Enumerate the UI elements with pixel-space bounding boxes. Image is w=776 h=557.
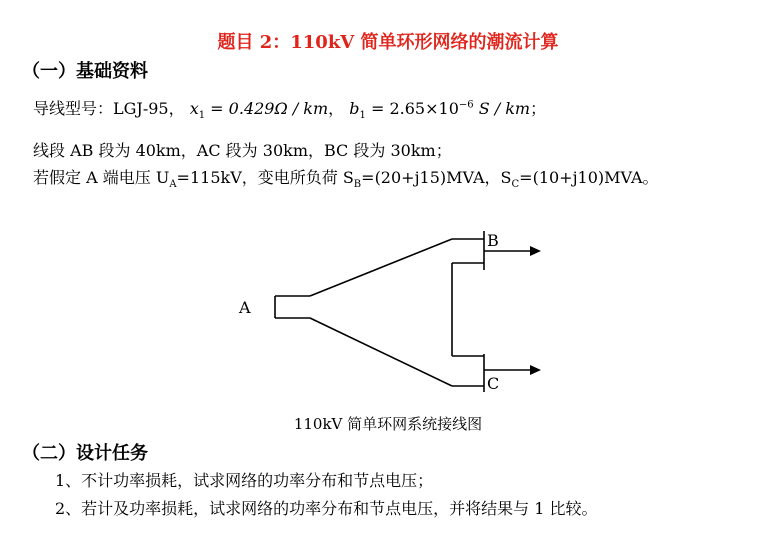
x1-symbol: x xyxy=(189,99,199,118)
node-b-label: B xyxy=(487,231,499,250)
page-title: 题目 2：110kV 简单环形网络的潮流计算 xyxy=(217,32,559,53)
segment-lengths-line: 线段 AB 段为 40km，AC 段为 30km，BC 段为 30km； xyxy=(33,141,452,160)
line-end: ； xyxy=(530,99,547,118)
separator: ， xyxy=(328,99,345,118)
sb-value: =(20+j15)MVA，S xyxy=(361,168,512,187)
load-text: =115kV，变电所负荷 S xyxy=(176,168,354,187)
voltage-text: 若假定 A 端电压 U xyxy=(33,168,170,187)
line-ac xyxy=(310,318,452,386)
b1-subscript: 1 xyxy=(359,110,366,122)
b1-exponent: −6 xyxy=(458,99,474,111)
section-design-task-heading: （二）设计任务 xyxy=(22,443,148,464)
sc-subscript: C xyxy=(511,179,520,191)
sb-subscript: B xyxy=(353,179,362,191)
diagram-caption: 110kV 简单环网系统接线图 xyxy=(293,415,483,433)
section-basic-data-heading: （一）基础资料 xyxy=(22,61,148,82)
node-c-label: C xyxy=(487,374,500,393)
x1-value: = 0.429Ω / km xyxy=(205,99,329,118)
b1-value: = 2.65×10 xyxy=(365,99,459,118)
sc-value: =(10+j10)MVA。 xyxy=(519,168,659,187)
task-item-1: 1、不计功率损耗，试求网络的功率分布和节点电压； xyxy=(55,471,434,490)
load-b-arrow-icon xyxy=(530,246,541,256)
b1-symbol: b xyxy=(349,99,360,118)
task-item-2: 2、若计及功率损耗，试求网络的功率分布和节点电压，并将结果与 1 比较。 xyxy=(55,499,598,518)
conductor-type-text: 导线型号：LGJ-95， xyxy=(33,99,185,118)
node-a-label: A xyxy=(239,298,251,317)
ua-subscript: A xyxy=(169,179,177,191)
load-c-arrow-icon xyxy=(530,365,541,375)
x1-subscript: 1 xyxy=(198,110,206,122)
line-ab xyxy=(310,239,452,296)
b1-unit: S / km xyxy=(473,99,531,118)
